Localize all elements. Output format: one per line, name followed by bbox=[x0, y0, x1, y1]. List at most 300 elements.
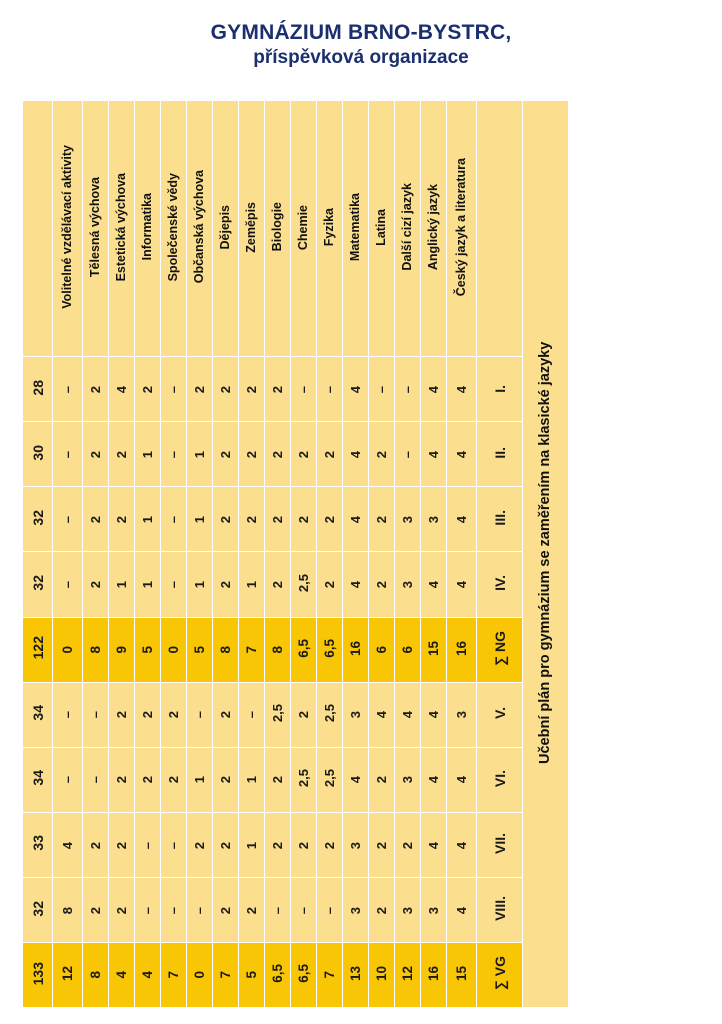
table-cell bbox=[421, 422, 447, 487]
table-cell bbox=[395, 682, 421, 747]
table-cell bbox=[161, 617, 187, 682]
row-year-label-text: VIII. bbox=[491, 895, 508, 921]
table-cell-value: 0 bbox=[60, 646, 75, 654]
table-cell-value: 2 bbox=[114, 711, 129, 719]
table-cell bbox=[53, 617, 83, 682]
table-cell bbox=[421, 942, 447, 1007]
table-cell-value: 2 bbox=[244, 385, 259, 394]
subject-header bbox=[213, 101, 239, 357]
table-cell-value: 6,5 bbox=[296, 964, 311, 983]
table-cell-value: 5 bbox=[244, 971, 259, 979]
table-cell bbox=[395, 487, 421, 552]
subject-header bbox=[395, 101, 421, 357]
subject-header bbox=[343, 101, 369, 357]
table-cell-value: 4 bbox=[454, 906, 469, 914]
table-cell-value: 6 bbox=[400, 646, 415, 654]
table-cell bbox=[135, 747, 161, 812]
table-cell bbox=[369, 422, 395, 487]
table-cell-value: 2 bbox=[114, 841, 129, 849]
table-cell bbox=[109, 682, 135, 747]
table-cell bbox=[239, 552, 265, 617]
table-cell bbox=[369, 747, 395, 812]
table-cell bbox=[317, 682, 343, 747]
table-cell bbox=[109, 617, 135, 682]
table-cell bbox=[83, 552, 109, 617]
table-cell bbox=[421, 747, 447, 812]
curriculum-table-area bbox=[22, 100, 700, 1008]
table-cell-value: 2 bbox=[218, 581, 233, 589]
table-cell bbox=[187, 552, 213, 617]
table-cell bbox=[239, 877, 265, 942]
table-cell-value: 1 bbox=[140, 581, 155, 589]
table-cell bbox=[213, 422, 239, 487]
table-cell bbox=[109, 357, 135, 422]
table-cell bbox=[265, 682, 291, 747]
table-cell-value: 4 bbox=[454, 516, 469, 524]
subject-header-label: Estetická výchova bbox=[114, 172, 129, 282]
table-cell-value: 2 bbox=[218, 841, 233, 849]
table-row bbox=[23, 877, 569, 942]
table-cell-value: 6 bbox=[374, 646, 389, 654]
table-cell bbox=[369, 877, 395, 942]
title-line-1: GYMNÁZIUM BRNO-BYSTRC, bbox=[210, 21, 512, 44]
table-cell bbox=[369, 682, 395, 747]
table-cell-value: 2 bbox=[166, 776, 181, 784]
subject-header bbox=[447, 101, 477, 357]
table-cell bbox=[53, 422, 83, 487]
table-cell-value: 2,5 bbox=[322, 704, 337, 723]
table-cell bbox=[265, 877, 291, 942]
table-cell bbox=[109, 942, 135, 1007]
row-total bbox=[23, 552, 53, 617]
table-cell bbox=[239, 747, 265, 812]
table-cell bbox=[187, 487, 213, 552]
table-cell bbox=[265, 812, 291, 877]
table-cell bbox=[421, 552, 447, 617]
row-total-label: 28 bbox=[29, 379, 46, 396]
table-cell bbox=[109, 812, 135, 877]
table-cell-value: 1 bbox=[192, 516, 207, 524]
table-cell bbox=[317, 747, 343, 812]
row-year-label bbox=[477, 487, 523, 552]
row-total bbox=[23, 422, 53, 487]
table-cell-value: 2 bbox=[270, 385, 285, 394]
table-cell-value: 2 bbox=[218, 451, 233, 459]
table-cell bbox=[53, 682, 83, 747]
table-cell bbox=[213, 487, 239, 552]
table-cell bbox=[265, 422, 291, 487]
table-cell bbox=[317, 877, 343, 942]
table-cell-value: 2 bbox=[374, 516, 389, 524]
subject-header bbox=[187, 101, 213, 357]
table-cell-value: 0 bbox=[166, 646, 181, 654]
table-cell bbox=[395, 942, 421, 1007]
table-cell bbox=[135, 617, 161, 682]
table-cell-value: 1 bbox=[244, 841, 259, 849]
table-cell bbox=[343, 682, 369, 747]
table-cell-value: 2 bbox=[88, 516, 103, 524]
table-cell-value: 5 bbox=[192, 646, 207, 654]
table-cell-value: 4 bbox=[426, 451, 441, 459]
table-cell-value: – bbox=[400, 451, 415, 459]
row-year-label bbox=[477, 812, 523, 877]
table-cell bbox=[187, 617, 213, 682]
table-cell bbox=[291, 682, 317, 747]
table-cell-value: – bbox=[322, 906, 337, 914]
table-cell bbox=[213, 747, 239, 812]
table-cell bbox=[447, 812, 477, 877]
table-cell-value: 2 bbox=[270, 841, 285, 849]
table-cell bbox=[369, 357, 395, 422]
table-cell bbox=[317, 617, 343, 682]
table-cell-value: 4 bbox=[454, 581, 469, 589]
table-cell-value: – bbox=[400, 385, 415, 394]
table-cell bbox=[369, 487, 395, 552]
table-cell-value: – bbox=[166, 516, 181, 524]
table-cell-value: 3 bbox=[426, 516, 441, 524]
table-cell-value: 4 bbox=[426, 385, 441, 394]
table-cell bbox=[53, 747, 83, 812]
page-title bbox=[0, 0, 722, 70]
row-total bbox=[23, 812, 53, 877]
table-cell bbox=[291, 357, 317, 422]
table-cell bbox=[343, 357, 369, 422]
table-cell bbox=[447, 422, 477, 487]
row-year-label-text: V. bbox=[491, 707, 508, 720]
row-year-label bbox=[477, 552, 523, 617]
table-cell-value: 2 bbox=[374, 451, 389, 459]
table-sum-row bbox=[23, 942, 569, 1007]
table-cell-value: 3 bbox=[400, 516, 415, 524]
table-cell-value: 4 bbox=[114, 385, 129, 394]
table-cell-value: 15 bbox=[426, 640, 441, 656]
table-cell-value: 9 bbox=[114, 646, 129, 654]
table-cell bbox=[317, 942, 343, 1007]
table-cell bbox=[369, 617, 395, 682]
table-cell-value: 2 bbox=[218, 906, 233, 914]
table-cell bbox=[265, 357, 291, 422]
table-cell bbox=[291, 487, 317, 552]
table-cell bbox=[161, 877, 187, 942]
table-cell-value: 2 bbox=[88, 451, 103, 459]
table-cell-value: – bbox=[140, 906, 155, 914]
table-cell-value: 3 bbox=[348, 906, 363, 914]
table-cell-value: 2 bbox=[270, 451, 285, 459]
table-caption-label: Učební plán pro gymnázium se zaměřením na klasické jazyky bbox=[536, 341, 553, 764]
row-year-label-text: III. bbox=[491, 510, 508, 526]
table-cell bbox=[395, 747, 421, 812]
table-cell-value: 16 bbox=[348, 640, 363, 656]
table-cell bbox=[161, 812, 187, 877]
table-cell-value: 2 bbox=[88, 385, 103, 394]
table-cell bbox=[135, 487, 161, 552]
table-cell-value: 2 bbox=[374, 906, 389, 914]
table-cell-value: 7 bbox=[166, 971, 181, 979]
table-cell-value: – bbox=[166, 385, 181, 394]
row-year-label-text: ∑ VG bbox=[491, 956, 508, 991]
table-cell-value: 13 bbox=[348, 965, 363, 981]
table-cell-value: 10 bbox=[374, 965, 389, 981]
row-year-label bbox=[477, 617, 523, 682]
table-cell-value: 3 bbox=[348, 841, 363, 849]
table-cell-value: 4 bbox=[426, 711, 441, 719]
table-cell-value: 2,5 bbox=[270, 704, 285, 723]
table-cell bbox=[187, 877, 213, 942]
table-cell bbox=[317, 487, 343, 552]
table-row bbox=[23, 422, 569, 487]
table-cell-value: – bbox=[88, 776, 103, 784]
table-cell-value: 2 bbox=[218, 776, 233, 784]
subject-header-label: Biologie bbox=[270, 202, 285, 252]
row-year-label-text: II. bbox=[491, 446, 508, 459]
table-cell-value: 3 bbox=[400, 906, 415, 914]
table-cell bbox=[239, 422, 265, 487]
table-cell-value: 1 bbox=[114, 581, 129, 589]
table-cell bbox=[135, 682, 161, 747]
table-cell-value: 4 bbox=[348, 516, 363, 524]
table-cell bbox=[369, 552, 395, 617]
year-column-header bbox=[477, 101, 523, 357]
table-cell bbox=[213, 942, 239, 1007]
table-cell bbox=[213, 357, 239, 422]
table-cell-value: 2 bbox=[140, 385, 155, 394]
table-cell-value: 2 bbox=[322, 451, 337, 459]
title-line-2: příspěvková organizace bbox=[253, 47, 469, 69]
row-total-label: 133 bbox=[29, 961, 46, 986]
table-cell-value: 2 bbox=[218, 516, 233, 524]
row-total bbox=[23, 747, 53, 812]
table-cell bbox=[161, 552, 187, 617]
table-cell-value: 2 bbox=[374, 776, 389, 784]
table-cell-value: – bbox=[296, 385, 311, 394]
table-cell-value: 3 bbox=[454, 711, 469, 719]
table-cell bbox=[421, 487, 447, 552]
table-cell-value: 2 bbox=[192, 841, 207, 849]
table-cell-value: 2 bbox=[270, 776, 285, 784]
table-cell bbox=[447, 487, 477, 552]
table-cell-value: 4 bbox=[454, 776, 469, 784]
table-cell bbox=[447, 877, 477, 942]
subject-header bbox=[369, 101, 395, 357]
table-cell bbox=[343, 487, 369, 552]
table-cell bbox=[83, 487, 109, 552]
subject-header bbox=[83, 101, 109, 357]
header-corner-total bbox=[23, 101, 53, 357]
table-cell-value: 2 bbox=[192, 385, 207, 394]
row-year-label bbox=[477, 357, 523, 422]
table-cell-value: 5 bbox=[140, 646, 155, 654]
table-cell-value: 2 bbox=[218, 385, 233, 394]
table-cell-value: 7 bbox=[322, 971, 337, 979]
table-caption bbox=[523, 101, 569, 1008]
table-row bbox=[23, 487, 569, 552]
table-cell-value: 8 bbox=[88, 646, 103, 654]
subject-header-label: Informatika bbox=[140, 193, 155, 261]
table-cell-value: – bbox=[88, 711, 103, 719]
table-cell bbox=[109, 747, 135, 812]
subject-header bbox=[135, 101, 161, 357]
table-cell bbox=[53, 877, 83, 942]
table-cell-value: 4 bbox=[454, 451, 469, 459]
table-cell-value: – bbox=[140, 841, 155, 849]
table-cell bbox=[291, 942, 317, 1007]
subject-header bbox=[421, 101, 447, 357]
table-cell bbox=[317, 422, 343, 487]
table-cell bbox=[187, 812, 213, 877]
table-cell-value: 12 bbox=[400, 965, 415, 981]
table-cell-value: – bbox=[60, 385, 75, 394]
table-cell-value: 2 bbox=[88, 906, 103, 914]
table-cell-value: – bbox=[374, 385, 389, 394]
table-cell bbox=[109, 487, 135, 552]
table-cell-value: – bbox=[270, 906, 285, 914]
table-row bbox=[23, 682, 569, 747]
table-cell-value: 2 bbox=[296, 451, 311, 459]
row-year-label-text: VII. bbox=[491, 832, 508, 854]
table-cell bbox=[343, 942, 369, 1007]
table-cell-value: 4 bbox=[374, 711, 389, 719]
table-cell-value: 4 bbox=[348, 385, 363, 394]
subject-header-label: Dějepis bbox=[218, 204, 233, 250]
subject-header bbox=[291, 101, 317, 357]
table-cell bbox=[239, 812, 265, 877]
table-cell-value: 1 bbox=[140, 451, 155, 459]
subject-header bbox=[53, 101, 83, 357]
table-cell-value: 2 bbox=[322, 841, 337, 849]
table-cell-value: 2 bbox=[114, 451, 129, 459]
row-total-label: 30 bbox=[29, 445, 46, 461]
row-total bbox=[23, 942, 53, 1007]
table-cell-value: – bbox=[166, 581, 181, 589]
table-cell bbox=[161, 422, 187, 487]
table-cell bbox=[369, 942, 395, 1007]
table-cell bbox=[239, 487, 265, 552]
row-total-label: 122 bbox=[29, 636, 46, 660]
table-cell bbox=[395, 422, 421, 487]
table-cell-value: 2 bbox=[244, 451, 259, 459]
table-cell-value: 8 bbox=[270, 646, 285, 654]
table-cell-value: 2 bbox=[114, 516, 129, 524]
table-cell-value: 4 bbox=[426, 581, 441, 589]
table-cell-value: 2,5 bbox=[322, 769, 337, 788]
table-cell-value: 4 bbox=[348, 451, 363, 459]
table-cell-value: 4 bbox=[348, 776, 363, 784]
subject-header-label: Společenské vědy bbox=[166, 172, 181, 282]
table-cell bbox=[291, 617, 317, 682]
table-cell bbox=[109, 877, 135, 942]
table-row bbox=[23, 552, 569, 617]
row-year-label bbox=[477, 747, 523, 812]
row-total-label: 32 bbox=[29, 900, 46, 917]
table-row bbox=[23, 747, 569, 812]
table-cell-value: – bbox=[60, 516, 75, 524]
row-total-label: 33 bbox=[29, 835, 46, 852]
table-cell bbox=[265, 487, 291, 552]
table-sum-row bbox=[23, 617, 569, 682]
subject-header-label: Další cizí jazyk bbox=[400, 183, 415, 271]
table-cell-value: 4 bbox=[454, 841, 469, 849]
table-cell-value: 2 bbox=[244, 516, 259, 524]
table-cell bbox=[265, 747, 291, 812]
table-cell bbox=[187, 747, 213, 812]
table-cell-value: 4 bbox=[400, 711, 415, 719]
table-cell-value: 6,5 bbox=[270, 964, 285, 983]
subject-header-label: Latina bbox=[374, 208, 389, 246]
table-cell bbox=[161, 487, 187, 552]
table-cell bbox=[135, 552, 161, 617]
table-cell bbox=[421, 682, 447, 747]
table-cell-value: 4 bbox=[426, 776, 441, 784]
table-cell-value: 2 bbox=[114, 776, 129, 784]
table-cell-value: 2,5 bbox=[296, 769, 311, 788]
table-cell bbox=[83, 617, 109, 682]
table-cell bbox=[447, 617, 477, 682]
table-cell-value: 8 bbox=[88, 971, 103, 979]
table-cell-value: – bbox=[166, 451, 181, 459]
table-cell bbox=[187, 357, 213, 422]
row-year-label-text: VI. bbox=[491, 769, 508, 787]
table-cell bbox=[161, 357, 187, 422]
table-cell-value: 2 bbox=[88, 581, 103, 589]
table-cell bbox=[83, 422, 109, 487]
table-cell bbox=[291, 552, 317, 617]
table-cell-value: 12 bbox=[60, 965, 75, 981]
subject-header-label: Matematika bbox=[348, 193, 363, 262]
table-cell-value: 7 bbox=[218, 971, 233, 979]
table-cell-value: 2 bbox=[322, 581, 337, 589]
table-cell bbox=[317, 812, 343, 877]
table-cell-value: 8 bbox=[60, 906, 75, 914]
table-cell bbox=[213, 877, 239, 942]
table-cell-value: 7 bbox=[244, 646, 259, 654]
table-cell bbox=[421, 877, 447, 942]
table-cell bbox=[291, 747, 317, 812]
table-cell bbox=[135, 422, 161, 487]
table-cell-value: – bbox=[166, 906, 181, 914]
table-cell-value: 4 bbox=[426, 841, 441, 849]
subject-header-label: Český jazyk a literatura bbox=[454, 157, 469, 297]
subject-header-label: Volitelné vzdělávací aktivity bbox=[60, 145, 75, 309]
table-cell-value: 2 bbox=[140, 711, 155, 719]
table-cell bbox=[369, 812, 395, 877]
table-cell bbox=[291, 422, 317, 487]
table-cell bbox=[109, 422, 135, 487]
curriculum-table bbox=[22, 100, 569, 1008]
table-cell bbox=[53, 942, 83, 1007]
table-cell-value: 15 bbox=[454, 965, 469, 981]
table-cell bbox=[265, 617, 291, 682]
table-cell bbox=[83, 877, 109, 942]
table-cell bbox=[239, 617, 265, 682]
table-cell bbox=[395, 812, 421, 877]
table-cell bbox=[291, 812, 317, 877]
subject-header-label: Zeměpis bbox=[244, 201, 259, 253]
row-total-label: 32 bbox=[29, 575, 46, 591]
table-cell-value: 2 bbox=[114, 906, 129, 914]
table-cell bbox=[421, 617, 447, 682]
table-cell-value: 16 bbox=[454, 640, 469, 656]
row-year-label bbox=[477, 877, 523, 942]
table-cell-value: 1 bbox=[192, 451, 207, 459]
table-cell-value: – bbox=[296, 906, 311, 914]
table-cell bbox=[395, 877, 421, 942]
row-year-label-text: I. bbox=[491, 385, 508, 394]
table-cell bbox=[161, 942, 187, 1007]
table-cell-value: 2 bbox=[400, 841, 415, 849]
table-cell-value: 2 bbox=[218, 711, 233, 719]
table-cell-value: 4 bbox=[348, 581, 363, 589]
table-cell bbox=[83, 812, 109, 877]
